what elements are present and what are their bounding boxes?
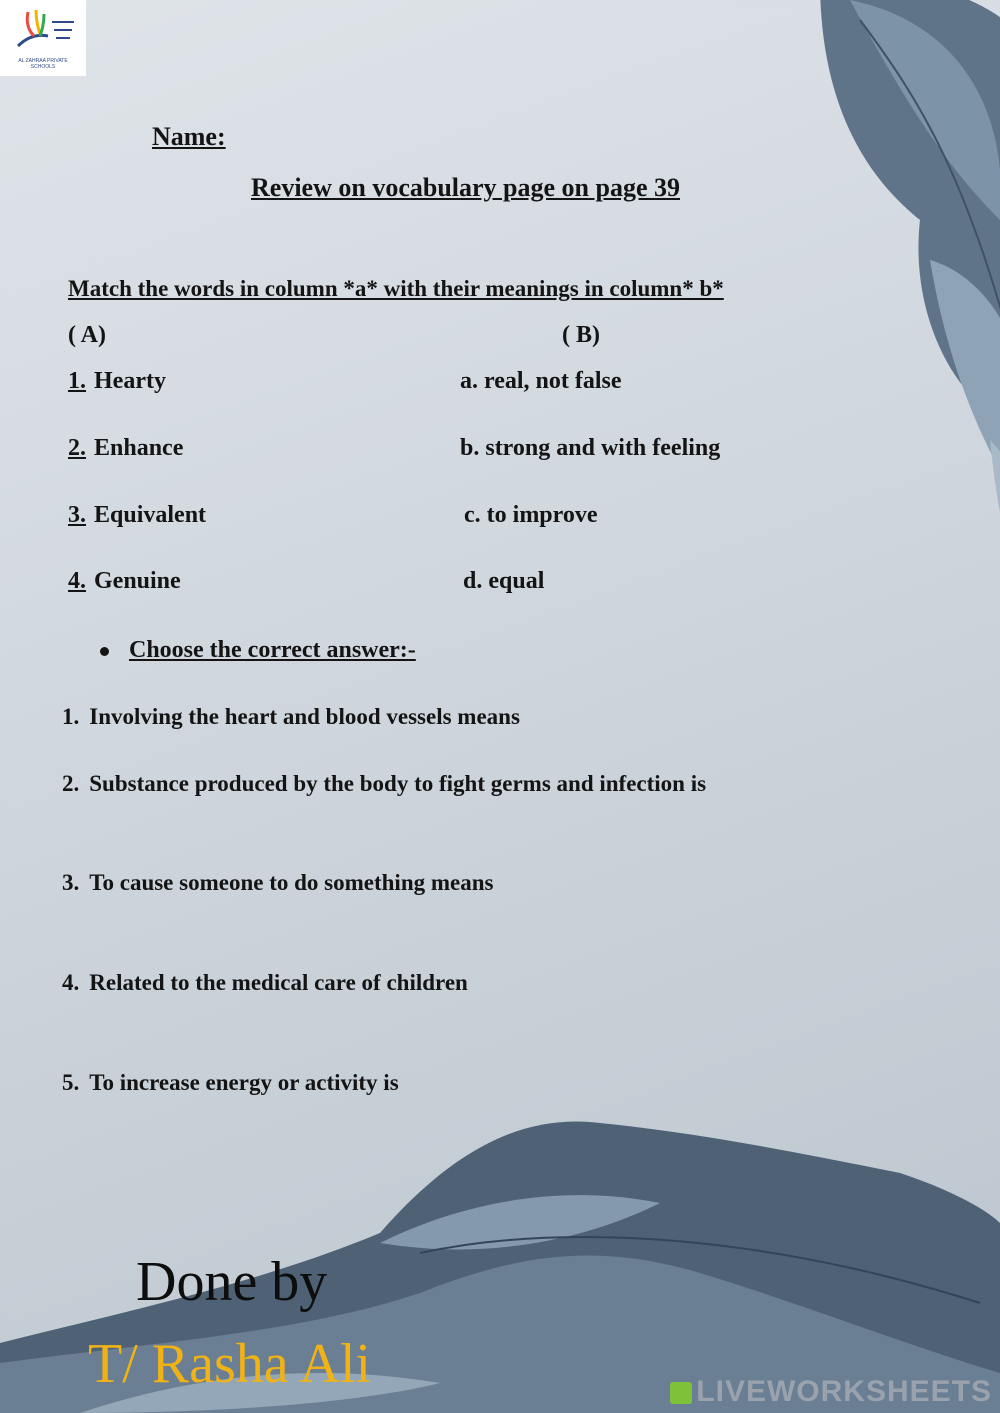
leaf-decoration-right bbox=[700, 0, 1000, 720]
match-number: 4. bbox=[68, 568, 86, 594]
match-number: 3. bbox=[68, 502, 86, 528]
question-text: Involving the heart and blood vessels means bbox=[89, 704, 520, 729]
match-number: 1. bbox=[68, 368, 86, 394]
match-meaning-d: d. equal bbox=[463, 568, 545, 594]
match-instruction: Match the words in column *a* with their meanings in column* b* bbox=[68, 276, 724, 301]
liveworksheets-logo-icon bbox=[670, 1382, 692, 1404]
done-by-text: Done by bbox=[136, 1251, 328, 1313]
match-meaning-c: c. to improve bbox=[464, 502, 598, 528]
match-word-3 bbox=[68, 502, 206, 529]
match-meaning-b: b. strong and with feeling bbox=[460, 435, 721, 461]
question-number: 2. bbox=[62, 771, 80, 796]
choose-heading bbox=[100, 637, 416, 664]
question-4 bbox=[62, 970, 468, 996]
question-number: 5. bbox=[62, 1070, 80, 1095]
match-number: 2. bbox=[68, 435, 86, 461]
match-word-1 bbox=[68, 368, 166, 395]
liveworksheets-watermark bbox=[670, 1375, 992, 1409]
match-word: Hearty bbox=[94, 368, 166, 394]
question-text: Related to the medical care of children bbox=[89, 970, 468, 995]
match-word: Equivalent bbox=[94, 502, 207, 528]
logo-icon bbox=[8, 6, 78, 54]
question-1 bbox=[62, 704, 520, 730]
question-text: To cause someone to do something means bbox=[89, 870, 494, 895]
watermark-text: LIVEWORKSHEETS bbox=[696, 1375, 992, 1408]
logo-text: AL ZAHRAA PRIVATE SCHOOLS bbox=[18, 58, 68, 70]
column-b-header: ( B) bbox=[562, 322, 600, 348]
column-a-label: ( A) bbox=[68, 322, 106, 348]
match-word: Genuine bbox=[94, 568, 181, 594]
question-number: 1. bbox=[62, 704, 80, 729]
match-word: Enhance bbox=[94, 435, 184, 461]
question-5 bbox=[62, 1070, 399, 1096]
question-number: 3. bbox=[62, 870, 80, 895]
teacher-name: T/ Rasha Ali bbox=[88, 1333, 372, 1395]
question-text: Substance produced by the body to fight germs and infection is bbox=[89, 771, 707, 796]
page-title: Review on vocabulary page on page 39 bbox=[251, 173, 680, 202]
name-label: Name: bbox=[152, 122, 226, 151]
match-meaning-a: a. real, not false bbox=[460, 368, 622, 394]
bullet-icon bbox=[100, 647, 109, 656]
choose-heading-text: Choose the correct answer:- bbox=[129, 637, 416, 663]
column-a-header bbox=[68, 322, 106, 349]
match-word-4 bbox=[68, 568, 181, 595]
question-number: 4. bbox=[62, 970, 80, 995]
match-word-2 bbox=[68, 435, 183, 462]
school-logo bbox=[0, 0, 86, 76]
question-text: To increase energy or activity is bbox=[89, 1070, 399, 1095]
question-2 bbox=[62, 771, 706, 797]
question-3 bbox=[62, 870, 493, 896]
